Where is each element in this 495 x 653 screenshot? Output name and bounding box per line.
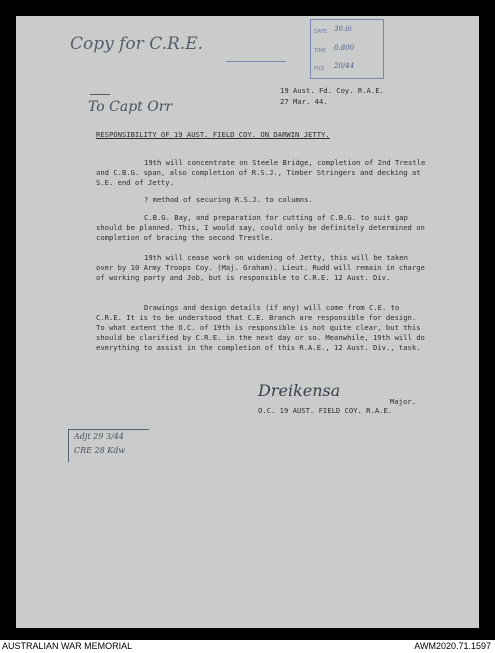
to-note-stroke [90,94,110,95]
paragraph-1: 19th will concentrate on Steele Bridge, completion of 2nd Trestle and C.B.G. span, also completion of R.S.J., Timber Stringers and decking at S.E. end of Jetty. [96,158,426,187]
registry-box-line-2: CRE 28 Kdw [74,446,126,455]
document-title: RESPONSIBILITY OF 19 AUST. FIELD COY. ON DARWIN JETTY. [96,130,330,139]
stamp-file-label: FILE [314,66,325,72]
footer-accession-number: AWM2020.71.1597 [414,641,491,651]
copy-note-underline [226,61,286,62]
document-date: 27 Mar. 44. [280,97,328,106]
registry-box-line-1: Adjt 29 3/44 [74,432,124,441]
stamp-time-value: 0.800 [334,44,355,52]
paragraph-3: C.B.G. Bay, and preparation for cutting of C.B.G. to suit gap should be planned. This, I would say, could only be definitely determined on completion of bracing the second Trestle. [96,213,425,242]
stamp-date-label: DATE [314,29,328,35]
signature: Dreikensa [258,381,341,400]
unit-heading: 19 Aust. Fd. Coy. R.A.E. [280,86,384,95]
handwritten-to-note: To Capt Orr [88,99,173,115]
handwritten-copy-note: Copy for C.R.E. [70,34,204,54]
paragraph-4: 19th will cease work on widening of Jetty, this will be taken over by 10 Army Troops Coy. (Maj. Graham). Lieut. Rudd will remain in charge of working party and Job, but is responsible to C.R.E. 12 Aust. Div. [96,253,425,282]
archive-footer [0,640,495,653]
stamp-date-value: 30.iii [334,25,352,33]
stamp-time-label: TIME [314,48,327,54]
paragraph-2: ? method of securing R.S.J. to columns. [144,195,313,204]
paragraph-5: Drawings and design details (if any) will come from C.E. to C.R.E. It is to be understood that C.E. Branch are responsible for design. To what extent the O.C. of 19th is responsible is not quite clear, but this should be clarified by C.R.E. in the next day or so. Meanwhile, 19th will do everything to assist in the completion of this R.A.E., 12 Aust. Div., task. [96,303,425,352]
signature-position: O.C. 19 AUST. FIELD COY. R.A.E. [258,406,393,415]
footer-institution: AUSTRALIAN WAR MEMORIAL [2,641,133,651]
signature-rank: Major. [390,397,416,406]
date-time-file-stamp [310,19,384,79]
stamp-file-value: 20/44 [334,62,355,70]
